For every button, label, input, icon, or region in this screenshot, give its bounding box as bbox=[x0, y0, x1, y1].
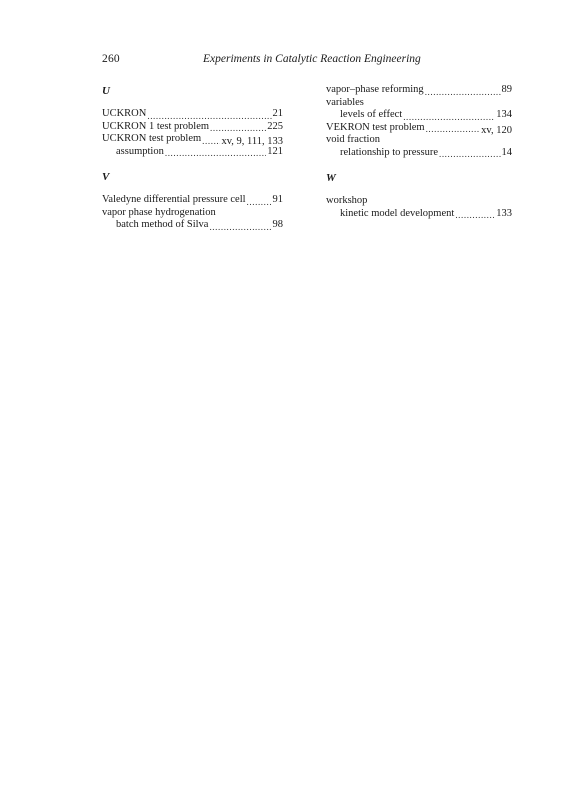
index-pages: xv, 9, 111, 133 bbox=[221, 136, 283, 147]
index-pages: 89 bbox=[501, 84, 512, 95]
index-term: UCKRON test problem bbox=[102, 133, 202, 144]
index-entry-uckron bbox=[102, 108, 283, 121]
index-entry-valedyne bbox=[102, 194, 283, 207]
index-pages: 121 bbox=[267, 145, 283, 157]
index-entry-vekron-test-problem bbox=[326, 122, 512, 135]
index-column-left bbox=[102, 84, 283, 232]
index-entry-vapor-phase-reforming bbox=[326, 84, 512, 97]
index-pages: 225 bbox=[267, 120, 283, 132]
dot-leader bbox=[209, 222, 271, 232]
running-title: Experiments in Catalytic Reaction Engineering bbox=[203, 53, 421, 65]
index-term: vapor–phase reforming bbox=[326, 84, 424, 95]
index-term: UCKRON 1 test problem bbox=[102, 120, 210, 132]
dot-leader bbox=[165, 148, 266, 158]
index-term: assumption bbox=[116, 145, 164, 157]
index-term: levels of effect bbox=[340, 109, 403, 120]
index-entry-workshop: workshop bbox=[326, 195, 368, 206]
dot-leader bbox=[426, 124, 481, 134]
index-subentry-kinetic-model-development bbox=[326, 208, 512, 221]
index-entry-uckron-1-test-problem bbox=[102, 121, 283, 134]
dot-leader bbox=[210, 123, 266, 133]
index-entry-variables: variables bbox=[326, 96, 364, 108]
dot-leader bbox=[147, 111, 271, 121]
index-entry-uckron-test-problem bbox=[102, 133, 283, 146]
index-letter-heading-v: V bbox=[102, 171, 110, 183]
index-term: kinetic model development bbox=[340, 207, 455, 219]
dot-leader bbox=[202, 136, 220, 146]
index-term: batch method of Silva bbox=[116, 219, 209, 230]
index-subentry-batch-method-of-silva bbox=[102, 219, 283, 232]
index-subentry-levels-of-effect bbox=[326, 109, 512, 122]
index-subentry-relationship-to-pressure bbox=[326, 147, 512, 160]
index-letter-heading-u: U bbox=[102, 85, 110, 97]
index-pages: 14 bbox=[501, 146, 512, 158]
index-term: relationship to pressure bbox=[340, 146, 438, 158]
index-pages: 98 bbox=[272, 219, 283, 230]
index-pages: 134 bbox=[496, 109, 512, 120]
index-entry-vapor-phase-hydrogenation: vapor phase hydrogenation bbox=[102, 206, 216, 218]
dot-leader bbox=[439, 149, 501, 159]
index-term: Valedyne differential pressure cell bbox=[102, 194, 246, 205]
page-number: 260 bbox=[102, 53, 120, 65]
index-entry-void-fraction: void fraction bbox=[326, 134, 380, 145]
index-pages: xv, 120 bbox=[481, 124, 512, 136]
index-letter-heading-w: W bbox=[326, 172, 336, 184]
index-pages: 91 bbox=[272, 194, 283, 205]
index-pages: 21 bbox=[272, 108, 283, 119]
index-term: VEKRON test problem bbox=[326, 121, 425, 133]
dot-leader bbox=[247, 197, 272, 207]
dot-leader bbox=[455, 210, 495, 220]
index-pages: 133 bbox=[496, 207, 512, 219]
dot-leader bbox=[403, 112, 495, 122]
dot-leader bbox=[425, 87, 501, 97]
index-term: UCKRON bbox=[102, 108, 147, 119]
index-column-right bbox=[326, 84, 512, 220]
